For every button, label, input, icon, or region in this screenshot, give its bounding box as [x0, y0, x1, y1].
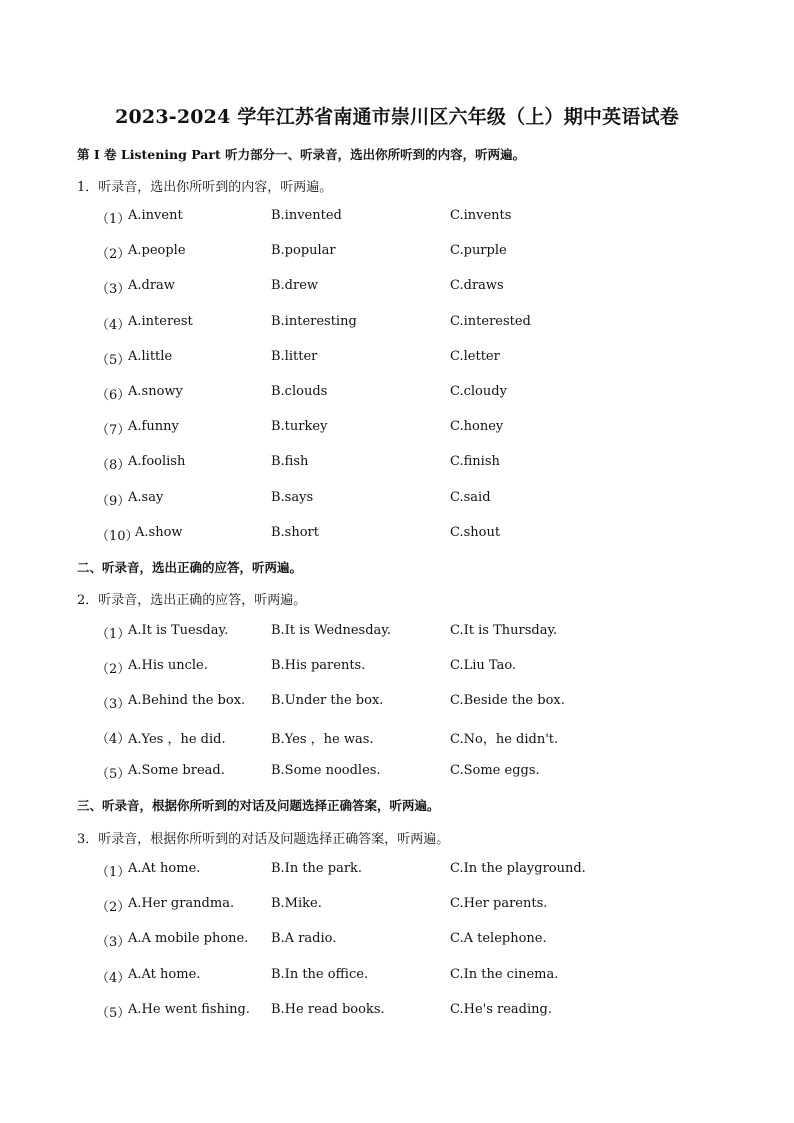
option-c: C.In the playground.	[450, 861, 586, 876]
option-row	[0, 384, 794, 402]
option-c: C.purple	[450, 243, 507, 259]
option-a: A.It is Tuesday.	[128, 623, 229, 638]
exam-title: 2023-2024 学年江苏省南通市崇川区六年级（上）期中英语试卷	[115, 106, 679, 128]
option-row	[0, 243, 794, 261]
option-row	[0, 728, 794, 746]
option-row	[0, 278, 794, 296]
section3-heading: 三、听录音，根据你所听到的对话及问题选择正确答案，听两遍。	[77, 798, 440, 813]
option-b: B.It is Wednesday.	[271, 623, 392, 638]
option-a: A.interest	[128, 313, 193, 329]
item-number: （3）	[96, 282, 131, 298]
question-2: 2．听录音，选出正确的应答，听两遍。	[77, 593, 307, 608]
option-row	[0, 1002, 794, 1020]
section2-heading: 二、听录音，选出正确的应答，听两遍。	[77, 560, 303, 575]
option-c: C.finish	[450, 454, 500, 470]
option-c: C.interested	[450, 313, 531, 329]
option-b: B.In the office.	[271, 966, 369, 982]
option-b: B.A radio.	[271, 931, 337, 947]
part-heading: 第 I 卷 Listening Part 听力部分一、听录音，选出你所听到的内容，听两遍。	[77, 147, 526, 162]
option-a: A.His uncle.	[128, 658, 208, 674]
option-a: A.A mobile phone.	[128, 931, 249, 947]
option-row	[0, 931, 794, 949]
option-c: C.cloudy	[450, 384, 507, 399]
option-row	[0, 419, 794, 437]
option-row	[0, 693, 794, 711]
option-b: B.drew	[271, 278, 319, 294]
option-b: B.litter	[271, 348, 318, 364]
option-c: C.He's reading.	[450, 1001, 552, 1017]
option-a: A.He went fishing.	[128, 1001, 250, 1017]
item-number: （5）	[96, 767, 131, 783]
option-c: C.shout	[450, 524, 501, 540]
option-c: C.Her parents.	[450, 896, 548, 912]
option-b: B.Mike.	[271, 896, 322, 912]
question-3: 3．听录音，根据你所听到的对话及问题选择正确答案，听两遍。	[77, 832, 450, 847]
option-row	[0, 490, 794, 508]
option-row	[0, 314, 794, 332]
option-c: C.Some eggs.	[450, 763, 540, 779]
option-row	[0, 967, 794, 985]
option-b: B.In the park.	[271, 861, 363, 876]
option-row	[0, 208, 794, 226]
option-b: B.popular	[271, 243, 336, 259]
option-a: A.show	[135, 524, 183, 540]
option-row	[0, 623, 794, 641]
option-b: B.fish	[271, 454, 309, 470]
option-a: A.invent	[128, 208, 183, 223]
option-a: A.Yes ，he did.	[128, 732, 226, 748]
option-row	[0, 525, 794, 543]
option-row	[0, 763, 794, 781]
option-b: B.interesting	[271, 313, 357, 329]
option-row	[0, 658, 794, 676]
option-a: A.funny	[128, 419, 179, 435]
option-b: B.Some noodles.	[271, 763, 381, 779]
option-b: B.says	[271, 489, 314, 505]
option-a: A.Some bread.	[128, 763, 225, 779]
item-number: （3）	[96, 935, 131, 951]
option-row	[0, 454, 794, 472]
item-number: （1）	[96, 865, 131, 880]
option-a: A.Behind the box.	[128, 693, 246, 709]
option-c: C.A telephone.	[450, 931, 547, 947]
item-number: （2）	[96, 247, 131, 263]
option-a: A.At home.	[128, 966, 201, 982]
option-b: B.invented	[271, 208, 342, 223]
item-number: （6）	[96, 388, 131, 403]
option-b: B.Under the box.	[271, 693, 384, 709]
option-c: C.draws	[450, 278, 504, 294]
option-a: A.At home.	[128, 861, 201, 876]
item-number: （5）	[96, 352, 131, 368]
option-a: A.say	[128, 489, 164, 505]
option-a: A.foolish	[128, 454, 186, 470]
option-a: A.draw	[128, 278, 175, 294]
option-b: B.His parents.	[271, 658, 366, 674]
option-b: B.clouds	[271, 384, 328, 399]
option-a: A.people	[128, 243, 186, 259]
option-b: B.He read books.	[271, 1001, 385, 1017]
option-c: C.letter	[450, 348, 500, 364]
option-a: A.little	[128, 348, 173, 364]
option-c: C.said	[450, 489, 491, 505]
item-number: （1）	[96, 212, 131, 227]
item-number: （2）	[96, 900, 131, 916]
item-number: （10）	[96, 528, 139, 544]
item-number: （2）	[96, 662, 131, 678]
item-number: （9）	[96, 493, 131, 509]
item-number: （4）	[96, 732, 131, 748]
option-c: C.Liu Tao.	[450, 658, 517, 674]
option-c: C.In the cinema.	[450, 966, 559, 982]
item-number: （4）	[96, 317, 131, 333]
option-c: C.invents	[450, 208, 512, 223]
option-b: B.Yes ，he was.	[271, 732, 374, 748]
question-1: 1．听录音，选出你所听到的内容，听两遍。	[77, 180, 333, 195]
item-number: （5）	[96, 1005, 131, 1021]
option-c: C.No，he didn't.	[450, 732, 559, 748]
item-number: （1）	[96, 627, 131, 642]
item-number: （8）	[96, 458, 131, 474]
item-number: （4）	[96, 970, 131, 986]
option-c: C.It is Thursday.	[450, 623, 558, 638]
option-c: C.honey	[450, 419, 504, 435]
option-c: C.Beside the box.	[450, 693, 565, 709]
option-row	[0, 861, 794, 879]
option-a: A.Her grandma.	[128, 896, 235, 912]
option-b: B.short	[271, 524, 319, 540]
item-number: （7）	[96, 423, 131, 439]
option-row	[0, 349, 794, 367]
option-b: B.turkey	[271, 419, 328, 435]
option-row	[0, 896, 794, 914]
option-a: A.snowy	[128, 384, 183, 399]
item-number: （3）	[96, 697, 131, 713]
